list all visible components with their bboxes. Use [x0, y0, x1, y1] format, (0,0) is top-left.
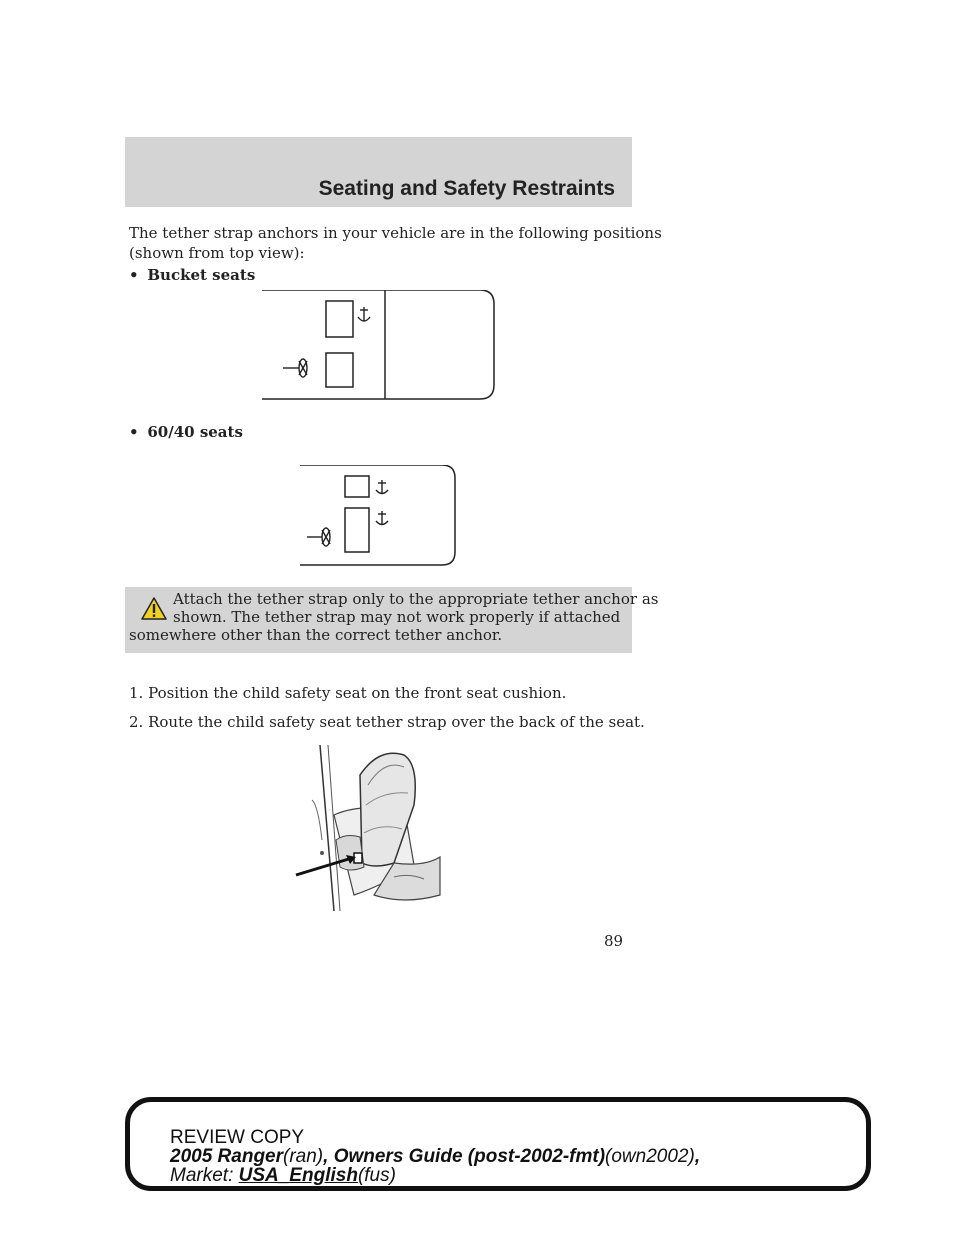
bucket-seats-diagram	[262, 290, 496, 401]
footer-market-info	[170, 1166, 396, 1185]
warning-box	[125, 587, 659, 653]
tether-anchor-icon	[376, 511, 388, 525]
review-copy-footer	[125, 1097, 871, 1191]
bullet-bucket-seats	[129, 265, 255, 285]
footer-guide: Owners Guide (post-2002-fmt)	[333, 1146, 606, 1167]
front-seat-cushion	[345, 508, 369, 552]
step-2: 2. Route the child safety seat tether strap over the back of the seat.	[129, 713, 645, 731]
seat-position-marker-icon	[283, 359, 307, 377]
seat-tether-photo	[294, 745, 442, 911]
bullet-6040-seats	[129, 422, 243, 442]
footer-model-code: (ran)	[283, 1146, 324, 1167]
footer-separator: ,	[323, 1146, 334, 1167]
bullet-label: 60/40 seats	[147, 423, 243, 441]
cab-outline	[300, 465, 455, 565]
tether-anchor-icon	[376, 480, 388, 494]
bullet-label: Bucket seats	[147, 266, 256, 284]
footer-guide-info	[170, 1147, 700, 1166]
footer-market-code: (fus)	[357, 1165, 396, 1186]
intro-line-2: (shown from top view):	[129, 244, 305, 262]
intro-line-1: The tether strap anchors in your vehicle are in the following positions	[129, 224, 662, 242]
tether-anchor-icon	[358, 307, 370, 321]
6040-seats-diagram	[300, 465, 458, 567]
footer-model: 2005 Ranger	[170, 1146, 284, 1167]
front-seat-back	[326, 301, 353, 337]
front-seat-cushion	[326, 353, 353, 387]
footer-review-label: REVIEW COPY	[170, 1127, 305, 1148]
warning-line-2: shown. The tether strap may not work properly if attached	[173, 608, 621, 626]
footer-market-label: Market:	[170, 1165, 239, 1186]
bullet-dot: •	[129, 423, 139, 441]
warning-line-1: Attach the tether strap only to the appropriate tether anchor as	[173, 590, 659, 608]
seat-position-marker-icon	[307, 528, 330, 546]
footer-separator: ,	[694, 1146, 701, 1167]
page-number: 89	[604, 932, 624, 950]
footer-guide-code: (own2002)	[605, 1146, 695, 1167]
section-title: Seating and Safety Restraints	[318, 177, 615, 200]
step-1: 1. Position the child safety seat on the front seat cushion.	[129, 684, 567, 702]
cab-outline	[262, 290, 494, 399]
front-seat-back	[345, 476, 369, 497]
section-header-band	[125, 137, 632, 207]
warning-line-3: somewhere other than the correct tether anchor.	[129, 626, 503, 644]
warning-triangle-icon	[141, 597, 167, 620]
footer-market: USA_English	[238, 1165, 358, 1186]
bullet-dot: •	[129, 266, 139, 284]
